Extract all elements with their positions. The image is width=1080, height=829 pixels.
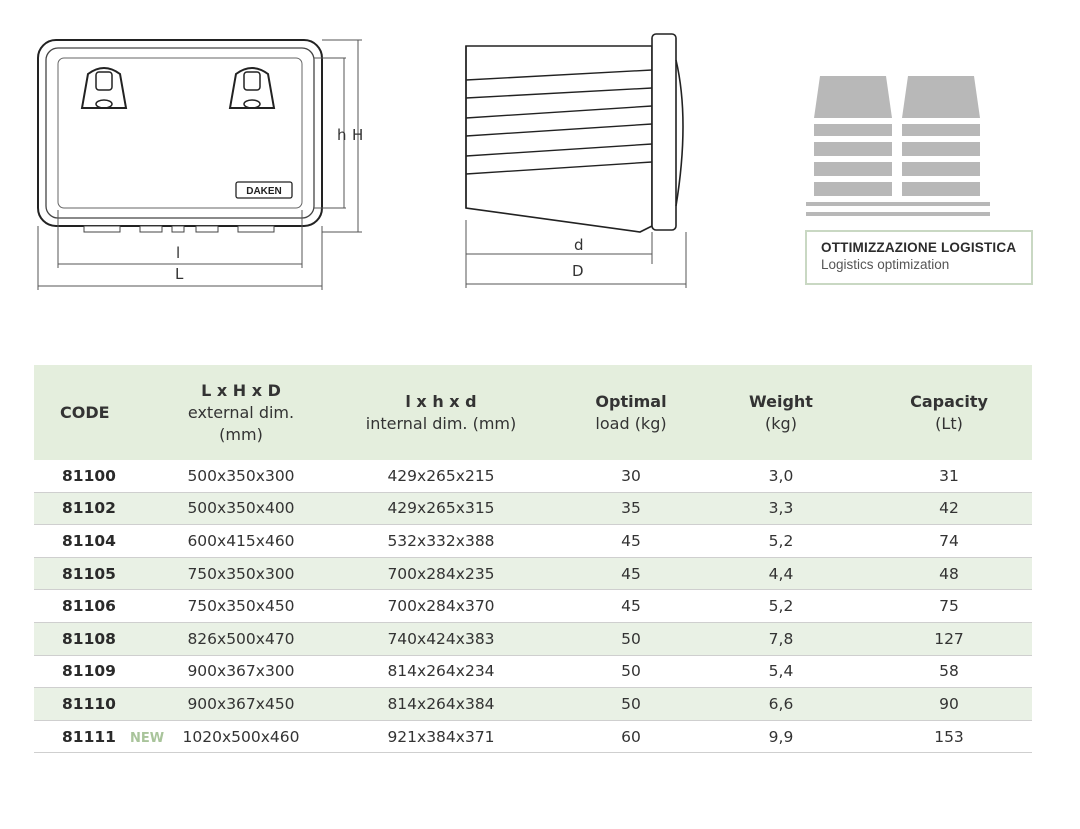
header-code: CODE: [34, 365, 166, 460]
new-badge: NEW: [129, 730, 165, 746]
cell-capacity: 75: [866, 590, 1032, 623]
cell-external: 500x350x300: [166, 460, 316, 492]
cell-load: 50: [566, 655, 696, 688]
table-row: [34, 622, 1032, 655]
spec-table: [34, 365, 1032, 753]
cell-code: 81105: [34, 557, 166, 590]
cell-external: 600x415x460: [166, 525, 316, 558]
cell-external: 750x350x300: [166, 557, 316, 590]
cell-load: 60: [566, 720, 696, 753]
cell-external: 1020x500x460: [166, 720, 316, 753]
table-row: [34, 460, 1032, 492]
cell-weight: 5,2: [696, 590, 866, 623]
cell-weight: 5,2: [696, 525, 866, 558]
cell-capacity: 90: [866, 688, 1032, 721]
dim-label-l: l: [176, 244, 181, 262]
cell-code: 81104: [34, 525, 166, 558]
cell-capacity: 31: [866, 460, 1032, 492]
cell-capacity: 74: [866, 525, 1032, 558]
cell-load: 30: [566, 460, 696, 492]
cell-load: 45: [566, 557, 696, 590]
logistics-subtitle: Logistics optimization: [821, 257, 950, 272]
cell-capacity: 127: [866, 622, 1032, 655]
cell-weight: 4,4: [696, 557, 866, 590]
cell-code: 81111 NEW: [34, 720, 166, 753]
cell-external: 900x367x450: [166, 688, 316, 721]
table-row: [34, 557, 1032, 590]
cell-weight: 6,6: [696, 688, 866, 721]
cell-external: 500x350x400: [166, 492, 316, 525]
cell-internal: 921x384x371: [316, 720, 566, 753]
cell-weight: 5,4: [696, 655, 866, 688]
dim-label-d: d: [574, 236, 584, 254]
table-row: [34, 492, 1032, 525]
cell-load: 45: [566, 590, 696, 623]
cell-code: 81108: [34, 622, 166, 655]
cell-load: 50: [566, 622, 696, 655]
cell-capacity: 153: [866, 720, 1032, 753]
dim-label-L: L: [175, 265, 184, 283]
cell-weight: 7,8: [696, 622, 866, 655]
table-row: [34, 590, 1032, 623]
cell-code: 81109: [34, 655, 166, 688]
stacked-boxes-icon: [0, 0, 1080, 230]
cell-load: 35: [566, 492, 696, 525]
cell-load: 45: [566, 525, 696, 558]
cell-internal: 532x332x388: [316, 525, 566, 558]
dim-label-D: D: [572, 262, 584, 280]
cell-weight: 3,3: [696, 492, 866, 525]
cell-internal: 740x424x383: [316, 622, 566, 655]
cell-external: 750x350x450: [166, 590, 316, 623]
table-row: [34, 655, 1032, 688]
dim-label-h: h: [337, 126, 347, 144]
logistics-title: OTTIMIZZAZIONE LOGISTICA: [821, 240, 1017, 255]
cell-internal: 814x264x234: [316, 655, 566, 688]
cell-code: 81102: [34, 492, 166, 525]
cell-internal: 814x264x384: [316, 688, 566, 721]
header-external: L x H x D external dim. (mm): [166, 365, 316, 460]
brand-label: DAKEN: [246, 186, 282, 197]
cell-code: 81106: [34, 590, 166, 623]
cell-external: 826x500x470: [166, 622, 316, 655]
cell-weight: 3,0: [696, 460, 866, 492]
cell-internal: 700x284x235: [316, 557, 566, 590]
cell-load: 50: [566, 688, 696, 721]
header-internal: l x h x d internal dim. (mm): [316, 365, 566, 460]
cell-code: 81110: [34, 688, 166, 721]
header-capacity: Capacity (Lt): [866, 365, 1032, 460]
table-row: [34, 720, 1032, 753]
cell-internal: 429x265x215: [316, 460, 566, 492]
cell-external: 900x367x300: [166, 655, 316, 688]
cell-internal: 700x284x370: [316, 590, 566, 623]
cell-weight: 9,9: [696, 720, 866, 753]
logistics-optimization-box: [805, 230, 1033, 285]
table-row: [34, 525, 1032, 558]
table-row: [34, 688, 1032, 721]
header-load: Optimal load (kg): [566, 365, 696, 460]
cell-capacity: 48: [866, 557, 1032, 590]
cell-capacity: 58: [866, 655, 1032, 688]
cell-capacity: 42: [866, 492, 1032, 525]
header-weight: Weight (kg): [696, 365, 866, 460]
table-header-row: [34, 365, 1032, 460]
dim-label-H: H: [352, 126, 364, 144]
cell-internal: 429x265x315: [316, 492, 566, 525]
cell-code: 81100: [34, 460, 166, 492]
